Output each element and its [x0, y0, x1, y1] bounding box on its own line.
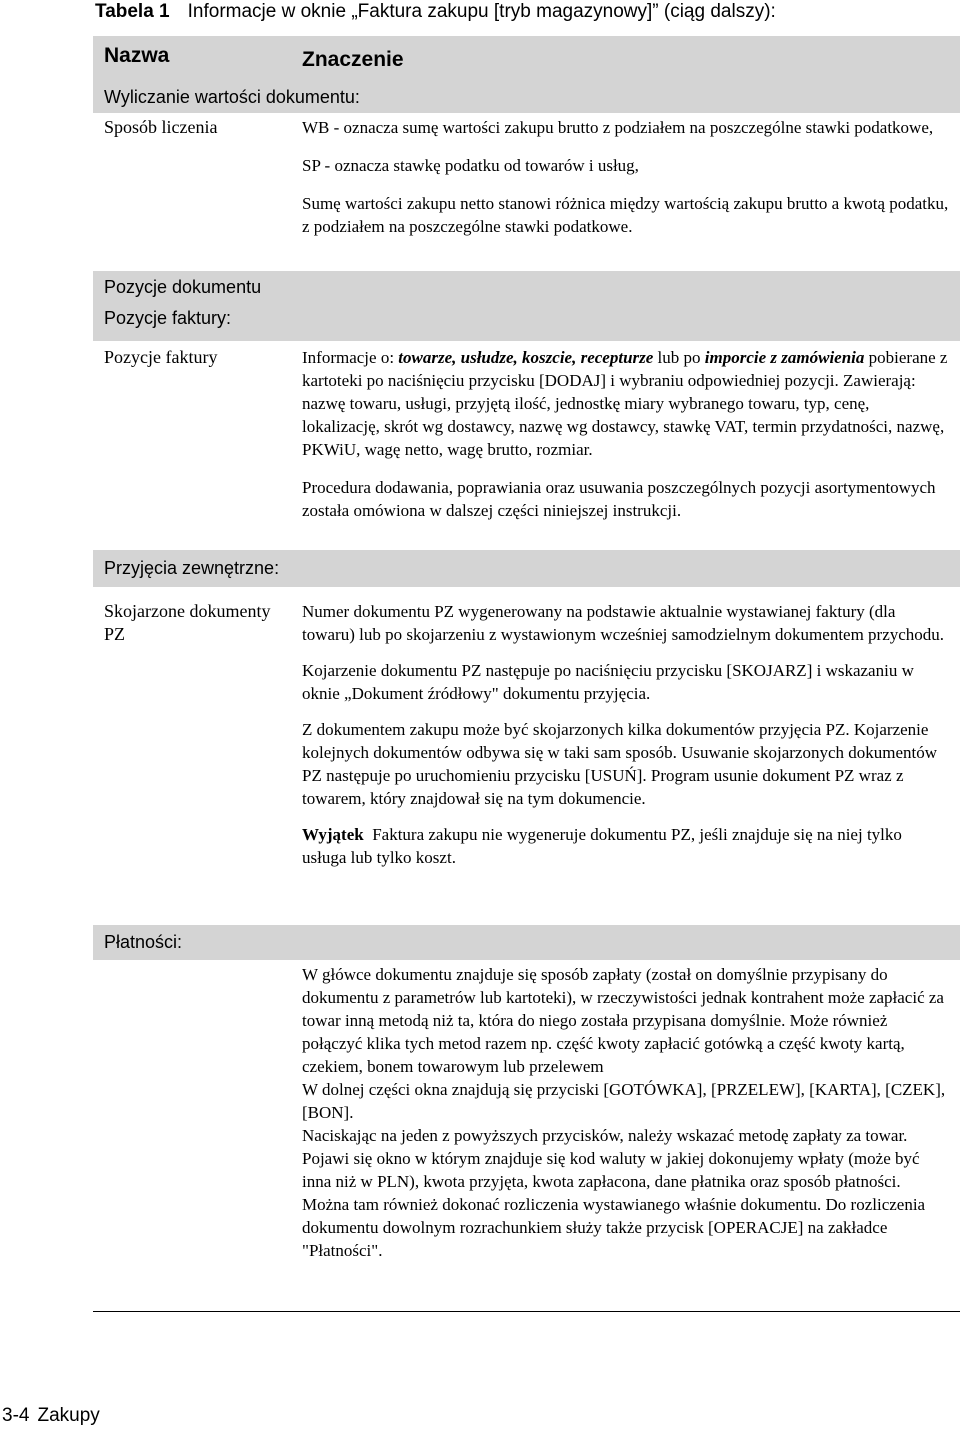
section-label-pozycje-faktury: Pozycje faktury: — [104, 308, 232, 328]
page-footer — [2, 1405, 108, 1427]
emphasis-text: towarze, usłudze, koszcie, recepturze — [398, 348, 654, 367]
desc-paragraph: Sumę wartości zakupu netto stanowi różnica między wartością zakupu brutto a kwotą podatku, z podziałem na poszczególne stawki podatkowe. — [302, 194, 949, 236]
desc-paragraph: WB - oznacza sumę wartości zakupu brutto z podziałem na poszczególne stawki podatkowe, — [302, 118, 934, 137]
section-label-przyjecia: Przyjęcia zewnętrzne: — [104, 558, 280, 578]
desc-paragraph: W główce dokumentu znajduje się sposób zapłaty (został on domyślnie przypisany do dokumentu z parametrów lub kartoteki), w rzeczywistości jednak kontrahent może zapłacić za towar inną metodą niż ta, która do niego została przypisana domyślnie. Może również połączyć klika tych metod razem np. część kwoty zapłacić gotówką a część kwoty kartą, czekiem, bonem towarowym lub przelewem — [302, 965, 944, 1076]
column-header-znaczenie: Znaczenie — [302, 48, 404, 71]
row-name-sposob-liczenia: Sposób liczenia — [104, 117, 218, 137]
section-band-platnosci — [93, 925, 960, 960]
table-number: Tabela 1 — [95, 1, 170, 22]
table-caption — [95, 0, 776, 24]
table-bottom-rule — [93, 1311, 960, 1312]
row-name-pozycje-faktury: Pozycje faktury — [104, 347, 218, 367]
section-label-wyliczanie: Wyliczanie wartości dokumentu: — [104, 87, 360, 107]
table-title: Informacje w oknie „Faktura zakupu [tryb magazynowy]” (ciąg dalszy): — [187, 1, 776, 22]
desc-paragraph: Z dokumentem zakupu może być skojarzonych kilka dokumentów przyjęcia PZ. Kojarzenie kolejnych dokumentów odbywa się w taki sam sposób. Usuwanie skojarzonych dokumentów PZ następuje po uruchomieniu przycisku [USUŃ]. Program usunie dokument PZ wraz z towarem, który znajdował się na tym dokumencie. — [302, 720, 938, 808]
row-desc-pozycje-faktury — [302, 346, 950, 522]
desc-paragraph: Informacje o: towarze, usłudze, koszcie, recepturze lub po imporcie z zamówienia pobierane z kartoteki po naciśnięciu przycisku [DODAJ] i wybraniu odpowiedniej pozycji. Zawierają: nazwę towaru, usługi, przyjętą ilość, jednostkę miary wybranego towaru, typ, cenę, lokalizację, skrót wg dostawcy, nazwę wg dostawcy, stawkę VAT, termin przydatności, nazwę, PKWiU, wagę netto, wagę brutto, rozmiar. — [302, 348, 948, 459]
desc-paragraph: Wyjątek Faktura zakupu nie wygeneruje dokumentu PZ, jeśli znajduje się na niej tylko usługa lub tylko koszt. — [302, 825, 907, 867]
desc-paragraph: Kojarzenie dokumentu PZ następuje po naciśnięciu przycisku [SKOJARZ] i wskazaniu w oknie „Dokument źródłowy" dokumentu przyjęcia. — [302, 661, 914, 703]
row-desc-sposob-liczenia — [302, 116, 950, 238]
row-desc-platnosci — [302, 963, 950, 1262]
row-name-skojarzone-pz: Skojarzone dokumenty PZ — [104, 601, 271, 644]
row-desc-skojarzone-pz — [302, 600, 950, 869]
desc-paragraph: W dolnej części okna znajdują się przyciski [GOTÓWKA], [PRZELEW], [KARTA], [CZEK], [BON]. — [302, 1080, 946, 1122]
desc-paragraph: SP - oznacza stawkę podatku od towarów i usług, — [302, 156, 639, 175]
page-number: 3-4 — [2, 1405, 30, 1426]
emphasis-text: imporcie z zamówienia — [704, 348, 865, 367]
column-header-nazwa: Nazwa — [104, 44, 170, 67]
desc-paragraph: Numer dokumentu PZ wygenerowany na podstawie aktualnie wystawianej faktury (dla towaru) lub po skojarzeniu z wystawionym wcześniej samodzielnym dokumentem przychodu. — [302, 602, 945, 644]
desc-paragraph: Procedura dodawania, poprawiania oraz usuwania poszczególnych pozycji asortymentowych została omówiona w dalszej części niniejszej instrukcji. — [302, 478, 936, 520]
desc-paragraph: Naciskając na jeden z powyższych przycisków, należy wskazać metodę zapłaty za towar. Pojawi się okno w którym znajduje się kod waluty w jakiej dokonujemy wpłaty (może być inna niż w PLN), kwota przyjęta, kwota zapłacona, dane płatnika oraz sposób płatności. Można tam również dokonać rozliczenia wystawianego właśnie dokumentu. Do rozliczenia dokumentu dowolnym rozrachunkiem służy także przycisk [OPERACJE] na zakładce "Płatności". — [302, 1126, 926, 1260]
exception-label: Wyjątek — [302, 825, 364, 844]
section-label-platnosci: Płatności: — [104, 932, 183, 952]
section-label-pozycje-dokumentu: Pozycje dokumentu — [104, 277, 262, 297]
chapter-name: Zakupy — [37, 1405, 100, 1426]
table-header-band — [93, 36, 960, 83]
